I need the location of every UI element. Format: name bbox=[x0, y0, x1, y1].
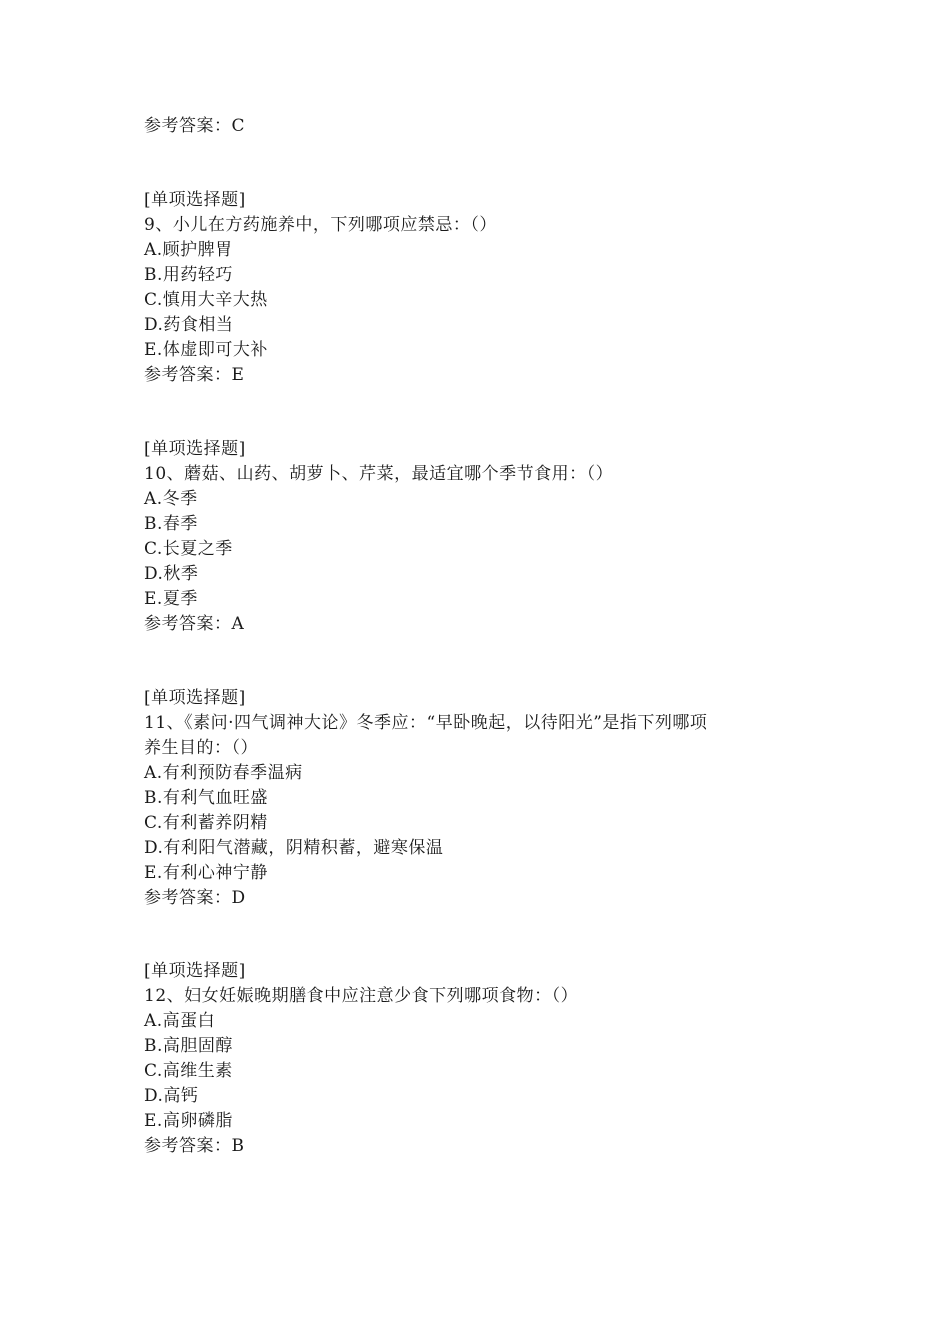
option-d: D.有利阳气潜藏，阴精积蓄，避寒保温 bbox=[144, 838, 444, 858]
option-b: B.高胆固醇 bbox=[144, 1036, 233, 1056]
option-b: B.用药轻巧 bbox=[144, 265, 233, 285]
question-type: [单项选择题] bbox=[144, 688, 246, 708]
answer-line: 参考答案：D bbox=[144, 888, 246, 908]
option-a: A.冬季 bbox=[144, 489, 198, 509]
answer-line: 参考答案：C bbox=[144, 116, 246, 136]
question-stem: 12、妇女妊娠晚期膳食中应注意少食下列哪项食物：（） bbox=[144, 986, 579, 1006]
option-a: A.顾护脾胃 bbox=[144, 240, 233, 260]
answer-line: 参考答案：E bbox=[144, 365, 245, 385]
option-e: E.有利心神宁静 bbox=[144, 863, 268, 883]
question-type: [单项选择题] bbox=[144, 439, 246, 459]
option-b: B.有利气血旺盛 bbox=[144, 788, 268, 808]
question-stem: 11、《素问·四气调神大论》冬季应：“早卧晚起，以待阳光”是指下列哪项 bbox=[144, 713, 708, 733]
option-d: D.高钙 bbox=[144, 1086, 199, 1106]
option-c: C.有利蓄养阴精 bbox=[144, 813, 268, 833]
question-stem-continued: 养生目的：（） bbox=[144, 738, 258, 758]
option-c: C.高维生素 bbox=[144, 1061, 233, 1081]
option-e: E.夏季 bbox=[144, 589, 198, 609]
option-a: A.有利预防春季温病 bbox=[144, 763, 303, 783]
option-d: D.药食相当 bbox=[144, 315, 234, 335]
option-d: D.秋季 bbox=[144, 564, 199, 584]
question-stem: 9、小儿在方药施养中，下列哪项应禁忌：（） bbox=[144, 215, 497, 235]
option-e: E.体虚即可大补 bbox=[144, 340, 268, 360]
option-c: C.慎用大辛大热 bbox=[144, 290, 268, 310]
question-type: [单项选择题] bbox=[144, 961, 246, 981]
answer-line: 参考答案：A bbox=[144, 614, 245, 634]
option-e: E.高卵磷脂 bbox=[144, 1111, 233, 1131]
question-type: [单项选择题] bbox=[144, 190, 246, 210]
answer-line: 参考答案：B bbox=[144, 1136, 245, 1156]
option-b: B.春季 bbox=[144, 514, 198, 534]
question-stem: 10、蘑菇、山药、胡萝卜、芹菜，最适宜哪个季节食用：（） bbox=[144, 464, 614, 484]
option-a: A.高蛋白 bbox=[144, 1011, 216, 1031]
option-c: C.长夏之季 bbox=[144, 539, 233, 559]
